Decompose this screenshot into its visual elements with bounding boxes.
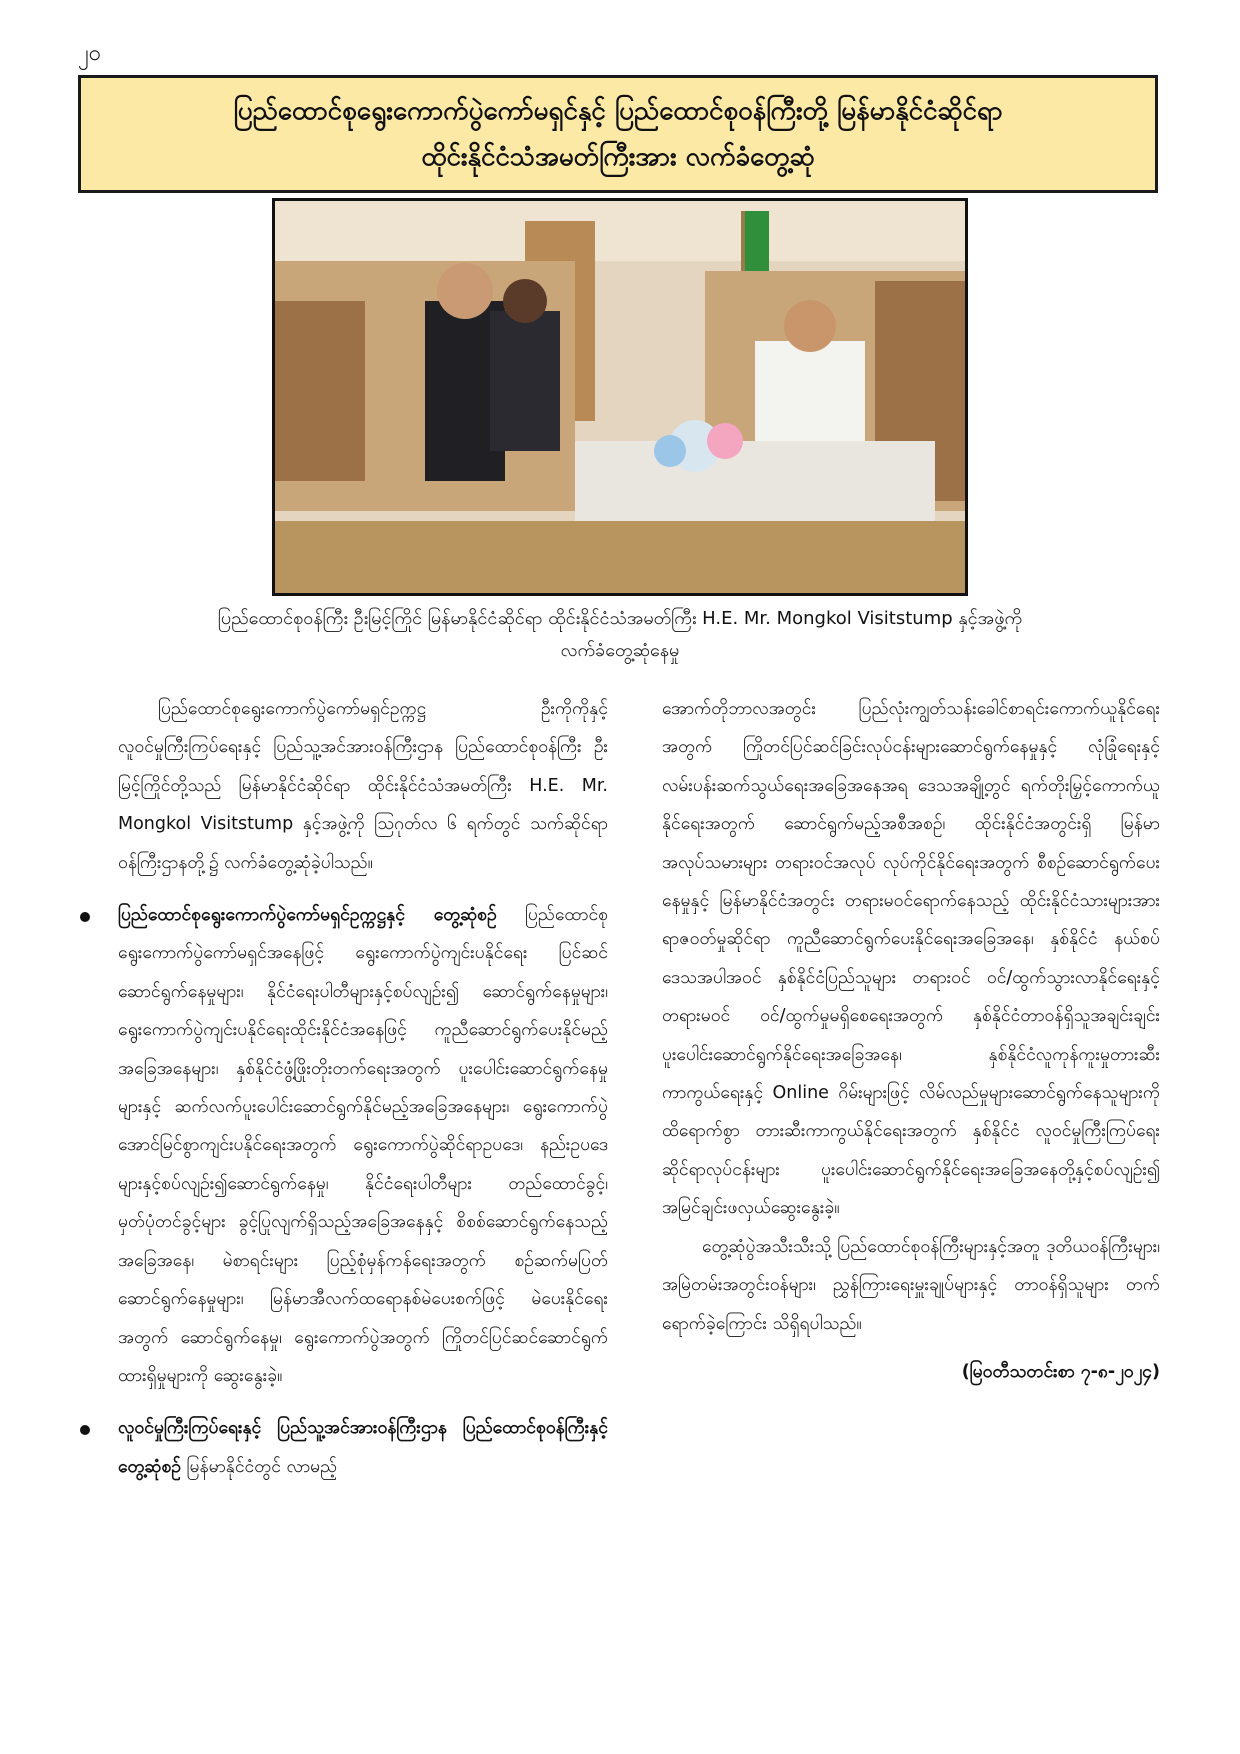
headline-line-1: ပြည်ထောင်စုရွေးကောက်ပွဲကော်မရှင်နှင့် ပြည်ထောင်စုဝန်ကြီးတို့ မြန်မာနိုင်ငံဆိုင်ရာ <box>233 96 1003 126</box>
bullet-item-election-commission <box>118 896 608 1395</box>
meeting-photo-illustration <box>275 201 965 593</box>
bullet-heading: လူဝင်မှုကြီးကြပ်ရေးနှင့် ပြည်သူ့အင်အားဝန်ကြီးဌာန ပြည်ထောင်စုဝန်ကြီးနှင့်တွေ့ဆုံစဉ် <box>118 1418 608 1477</box>
headline-box <box>78 75 1158 193</box>
bullet-item-immigration <box>118 1409 608 1486</box>
photo-caption <box>120 603 1120 667</box>
bullet-body: ပြည်ထောင်စုရွေးကောက်ပွဲကော်မရှင်အနေဖြင့် ရွေးကောက်ပွဲကျင်းပနိုင်ရေး ပြင်ဆင်ဆောင်ရွက်နေမှုများ၊ နိုင်ငံရေးပါတီများနှင့်စပ်လျဉ်း၍ ဆောင်ရွက်နေမှုများ၊ ရွေးကောက်ပွဲကျင်းပနိုင်ရေးထိုင်းနိုင်ငံအနေဖြင့် ကူညီဆောင်ရွက်ပေးနိုင်မည့် အခြေအနေများ၊ နှစ်နိုင်ငံဖွံ့ဖြိုးတိုးတက်ရေးအတွက် ပူးပေါင်းဆောင်ရွက်နေမှုများနှင့် ဆက်လက်ပူးပေါင်းဆောင်ရွက်နိုင်မည့်အခြေအနေများ၊ ရွေးကောက်ပွဲ အောင်မြင်စွာကျင်းပနိုင်ရေးအတွက် ရွေးကောက်ပွဲဆိုင်ရာဥပဒေ၊ နည်းဥပဒေများနှင့်စပ်လျဉ်း၍ဆောင်ရွက်နေမှု၊ နိုင်ငံရေးပါတီများ တည်ထောင်ခွင့်၊ မှတ်ပုံတင်ခွင့်များ ခွင့်ပြုလျက်ရှိသည့်အခြေအနေနှင့် စိစစ်ဆောင်ရွက်နေသည့်အခြေအနေ၊ မဲစာရင်းများ ပြည့်စုံမှန်ကန်ရေးအတွက် စဉ်ဆက်မပြတ်ဆောင်ရွက်နေမှုများ၊ မြန်မာအီလက်ထရောနစ်မဲပေးစက်ဖြင့် မဲပေးနိုင်ရေးအတွက် ဆောင်ရွက်နေမှု၊ ရွေးကောက်ပွဲအတွက် ကြိုတင်ပြင်ဆင်ဆောင်ရွက်ထားရှိမှုများကို ဆွေးနွေးခဲ့။ <box>118 905 608 1386</box>
continued-paragraph: အောက်တိုဘာလအတွင်း ပြည်လုံးကျွတ်သန်းခေါင်စာရင်းကောက်ယူနိုင်ရေးအတွက် ကြိုတင်ပြင်ဆင်ခြင်းလုပ်ငန်းများဆောင်ရွက်နေမှုနှင့် လုံခြုံရေးနှင့် လမ်းပန်းဆက်သွယ်ရေးအခြေအနေအရ ဒေသအချို့တွင် ရက်တိုးမြှင့်ကောက်ယူနိုင်ရေးအတွက် ဆောင်ရွက်မည့်အစီအစဉ်၊ ထိုင်းနိုင်ငံအတွင်းရှိ မြန်မာအလုပ်သမားများ တရားဝင်အလုပ် လုပ်ကိုင်နိုင်ရေးအတွက် စီစဉ်ဆောင်ရွက်ပေးနေမှုနှင့် မြန်မာနိုင်ငံအတွင်း တရားမဝင်ရောက်နေသည့် ထိုင်းနိုင်ငံသားများအား ရာဇဝတ်မှုဆိုင်ရာ ကူညီဆောင်ရွက်ပေးနိုင်ရေးအခြေအနေ၊ နှစ်နိုင်ငံ နယ်စပ်ဒေသအပါအဝင် နှစ်နိုင်ငံပြည်သူများ တရားဝင် ဝင်/ထွက်သွားလာနိုင်ရေးနှင့် တရားမဝင် ဝင်/ထွက်မှုမရှိစေရေးအတွက် နှစ်နိုင်ငံတာဝန်ရှိသူအချင်းချင်း ပူးပေါင်းဆောင်ရွက်နိုင်ရေးအခြေအနေ၊ နှစ်နိုင်ငံလူကုန်ကူးမှုတားဆီးကာကွယ်ရေးနှင့် Online ဂိမ်းများဖြင့် လိမ်လည်မှုများဆောင်ရွက်နေသူများကို ထိရောက်စွာ တားဆီးကာကွယ်နိုင်ရေးအတွက် နှစ်နိုင်ငံ လူဝင်မှုကြီးကြပ်ရေးဆိုင်ရာလုပ်ငန်းများ ပူးပေါင်းဆောင်ရွက်နိုင်ရေးအခြေအနေတို့နှင့်စပ်လျဉ်း၍ အမြင်ချင်းဖလှယ်ဆွေးနွေးခဲ့။ <box>662 699 1160 1219</box>
source-citation: (မြဝတီသတင်းစာ ၇-၈-၂၀၂၄) <box>961 1361 1160 1382</box>
bullet-dot-icon <box>80 912 90 922</box>
photo-caption-line-1: ပြည်ထောင်စုဝန်ကြီး ဦးမြင့်ကြိုင် မြန်မာနိုင်ငံဆိုင်ရာ ထိုင်းနိုင်ငံသံအမတ်ကြီး H.E. Mr. Mongkol Visitstump နှင့်အဖွဲ့ကို <box>217 608 1023 629</box>
left-column <box>118 690 608 1486</box>
closing-paragraph: တွေ့ဆုံပွဲအသီးသီးသို့ ပြည်ထောင်စုဝန်ကြီးများနှင့်အတူ ဒုတိယဝန်ကြီးများ၊ အမြဲတမ်းအတွင်းဝန်များ၊ ညွှန်ကြားရေးမှူးချုပ်များနှင့် တာဝန်ရှိသူများ တက်ရောက်ခဲ့ကြောင်း သိရှိရပါသည်။ <box>662 1236 1160 1334</box>
bullet-dot-icon <box>80 1425 90 1435</box>
meeting-photo <box>272 198 968 596</box>
right-column <box>662 690 1160 1391</box>
page-number: ၂၀ <box>78 41 102 66</box>
headline-line-2: ထိုင်းနိုင်ငံသံအမတ်ကြီးအား လက်ခံတွေ့ဆုံ <box>421 142 815 172</box>
bullet-heading: ပြည်ထောင်စုရွေးကောက်ပွဲကော်မရှင်ဥက္ကဋ္ဌနှင့် တွေ့ဆုံစဉ် <box>118 905 497 926</box>
intro-paragraph: ပြည်ထောင်စုရွေးကောက်ပွဲကော်မရှင်ဥက္ကဋ္ဌ ဦးကိုကိုနှင့် လူဝင်မှုကြီးကြပ်ရေးနှင့် ပြည်သူ့အင်အားဝန်ကြီးဌာန ပြည်ထောင်စုဝန်ကြီး ဦးမြင့်ကြိုင်တို့သည် မြန်မာနိုင်ငံဆိုင်ရာ ထိုင်းနိုင်ငံသံအမတ်ကြီး H.E. Mr. Mongkol Visitstump နှင့်အဖွဲ့ကို ဩဂုတ်လ ၆ ရက်တွင် သက်ဆိုင်ရာဝန်ကြီးဌာနတို့၌ လက်ခံတွေ့ဆုံခဲ့ပါသည်။ <box>118 699 608 873</box>
photo-caption-line-2: လက်ခံတွေ့ဆုံနေမှု <box>560 640 680 661</box>
bullet-body: မြန်မာနိုင်ငံတွင် လာမည့် <box>186 1456 338 1477</box>
